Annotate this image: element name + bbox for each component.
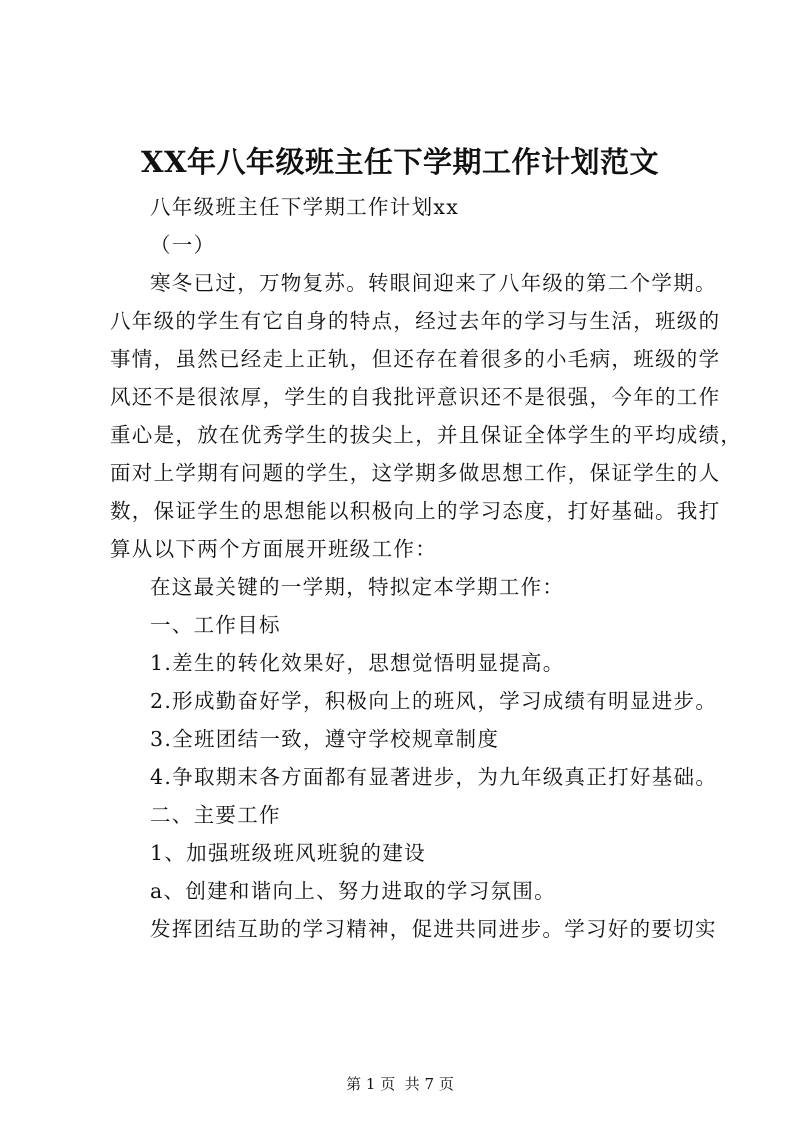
- paragraph-line: 数，保证学生的思想能以积极向上的学习态度，打好基础。我打: [110, 499, 721, 523]
- page-footer: [0, 1074, 800, 1094]
- document-title: XX年八年级班主任下学期工作计划范文: [140, 145, 659, 179]
- paragraph-line: 3.全班团结一致，遵守学校规章制度: [150, 727, 500, 751]
- paragraph-line: 1、加强班级班风班貌的建设: [150, 841, 426, 865]
- paragraph-line: 发挥团结互助的学习精神，促进共同进步。学习好的要切实: [150, 917, 717, 941]
- paragraph-line: 二、主要工作: [150, 803, 281, 827]
- paragraph-line: 风还不是很浓厚，学生的自我批评意识还不是很强，今年的工作: [110, 385, 721, 409]
- paragraph-line: 面对上学期有问题的学生，这学期多做思想工作，保证学生的人: [110, 461, 721, 485]
- paragraph-line: 寒冬已过，万物复苏。转眼间迎来了八年级的第二个学期。: [150, 271, 717, 295]
- paragraph-line: 事情，虽然已经走上正轨，但还存在着很多的小毛病，班级的学: [110, 347, 721, 371]
- paragraph-line: a、创建和谐向上、努力进取的学习氛围。: [150, 879, 556, 903]
- paragraph-line: 算从以下两个方面展开班级工作：: [110, 537, 437, 561]
- paragraph-line: 2.形成勤奋好学，积极向上的班风，学习成绩有明显进步。: [150, 689, 718, 713]
- paragraph-line: 八年级的学生有它自身的特点，经过去年的学习与生活，班级的: [110, 309, 721, 333]
- page-number-label: 第 1 页 共 7 页: [346, 1075, 454, 1093]
- paragraph-line: 八年级班主任下学期工作计划xx: [150, 195, 460, 219]
- paragraph-line: 1.差生的转化效果好，思想觉悟明显提高。: [150, 651, 565, 675]
- paragraph-line: （一）: [150, 233, 216, 257]
- paragraph-line: 4.争取期末各方面都有显著进步，为九年级真正打好基础。: [150, 765, 718, 789]
- paragraph-line: 在这最关键的一学期，特拟定本学期工作：: [150, 575, 565, 599]
- paragraph-line: 重心是，放在优秀学生的拔尖上，并且保证全体学生的平均成绩，: [110, 423, 743, 447]
- paragraph-line: 一、工作目标: [150, 613, 281, 637]
- document-body: [110, 188, 743, 948]
